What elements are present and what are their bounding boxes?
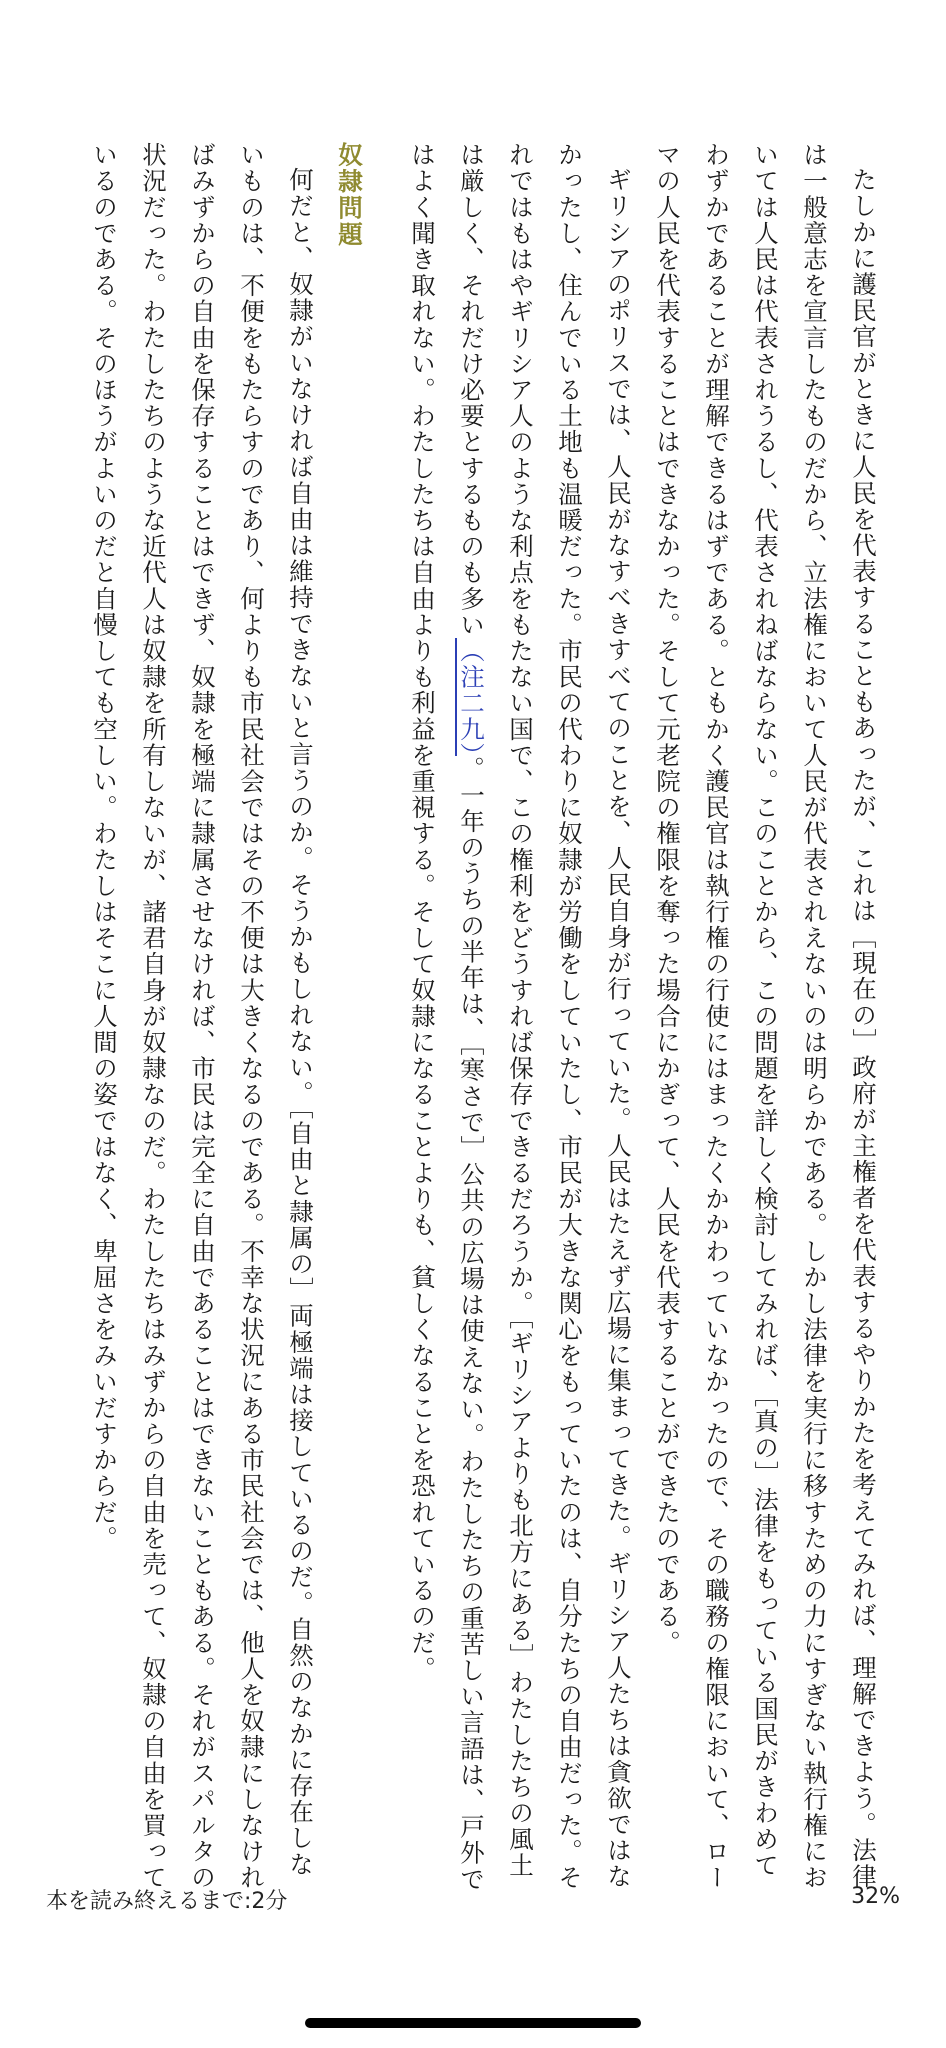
reader-footer	[46, 1884, 900, 1924]
home-indicator[interactable]	[305, 2018, 641, 2028]
section-heading: 奴隷問題	[335, 142, 364, 248]
paragraph-3-text: 何だと、奴隷がいなければ自由は維持できないと言うのか。そうかもしれない。［自由と隷属の］両極端は接しているのだ。自然のなかに存在しないものは、不便をもたらすのであり、何よりも市民社会ではその不便は大きくなるのである。不幸な状況にある市民社会では、他人を奴隷にしなければみずからの自由を保存することはできず、奴隷を極端に隷属させなければ、市民は完全に自由であることはできないこともある。それがスパルタの状況だった。わたしたちのような近代人は奴隷を所有しないが、諸君自身が奴隷なのだ。わたしたちはみずからの自由を売って、奴隷の自由を買っているのである。そのほうがよいのだと自慢しても空しい。わたしはそこに人間の姿ではなく、卑屈さをみいだすからだ。	[90, 142, 315, 1891]
footnote-link[interactable]: （注二九）	[457, 637, 486, 757]
paragraph-1-text: たしかに護民官がときに人民を代表することもあったが、これは［現在の］政府が主権者を代表するやりかたを考えてみれば、理解できよう。法律は一般意志を宣言したものだから、立法権において人民が代表されえないのは明らかである。しかし法律を実行に移すための力にすぎない執行権においては人民は代表されうるし、代表されねばならない。このことから、この問題を詳しく検討してみれば、［真の］法律をもっている国民がきわめてわずかであることが理解できるはずである。ともかく護民官は執行権の行使にはまったくかかわっていなかったので、その職務の権限において、ローマの人民を代表することはできなかった。そして元老院の権限を奪った場合にかぎって、人民を代表することができたのである。	[653, 142, 878, 1891]
paragraph-2-text: ギリシアのポリスでは、人民がなすべきすべてのことを、人民自身が行っていた。人民はたえず広場に集まってきた。ギリシア人たちは貪欲ではなかったし、住んでいる土地も温暖だった。市民の代わりに奴隷が労働をしていたし、市民が大きな関心をもっていたのは、自分たちの自由だった。それではもはやギリシア人のような利点をもたない国で、この権利をどうすれば保存できるだろうか。［ギリシアよりも北方にある］わたしたちの風土は厳しく、それだけ必要とするものも多い	[457, 142, 633, 1891]
progress-percent[interactable]: 32%	[851, 1884, 900, 1909]
time-remaining-label[interactable]: 本を読み終えるまで:2分	[46, 1889, 288, 1914]
paragraph-1	[643, 142, 888, 1902]
paragraph-2-text-after-note: 。一年のうちの半年は、［寒さで］公共の広場は使えない。わたしたちの重苦しい言語は、戸外ではよく聞き取れない。わたしたちは自由よりも利益を重視する。そして奴隷になることよりも、貧しくなることを恐れているのだ。	[408, 142, 486, 1893]
paragraph-2	[398, 142, 643, 1902]
paragraph-3	[80, 142, 325, 1902]
reader-text[interactable]	[58, 142, 888, 1902]
